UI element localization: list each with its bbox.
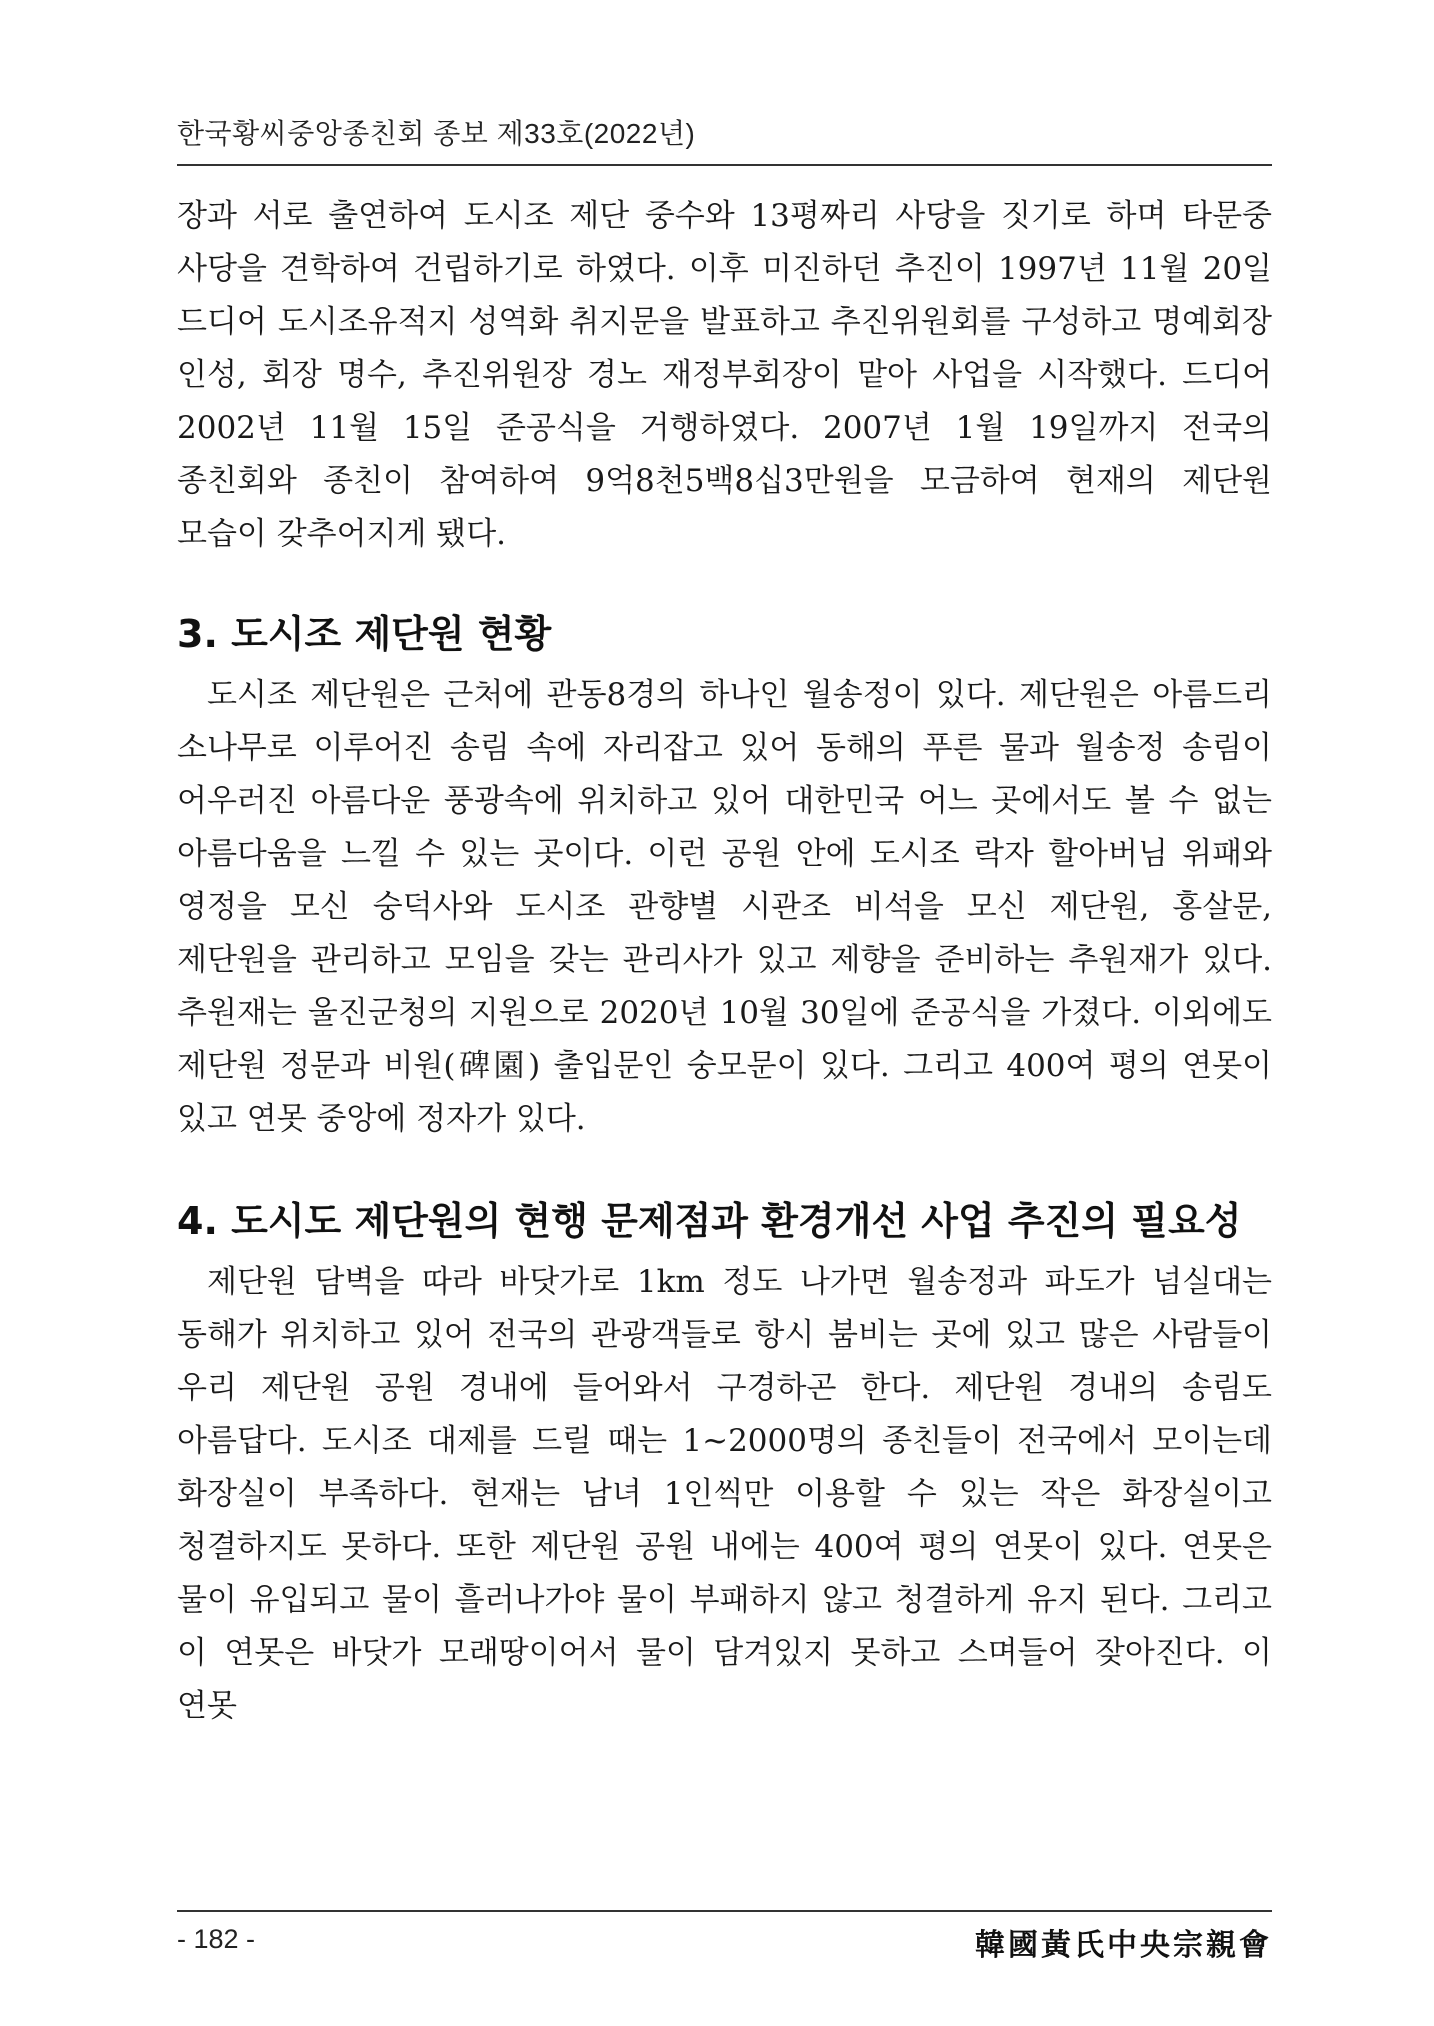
document-page <box>177 112 1272 1962</box>
page-number: - 182 - <box>177 1924 256 1954</box>
page-content <box>177 190 1272 1733</box>
organization-logo-text: 韓國黃氏中央宗親會 <box>975 1928 1272 1963</box>
section-4-paragraph: 제단원 담벽을 따라 바닷가로 1km 정도 나가면 월송정과 파도가 넘실대는 동해가 위치하고 있어 전국의 관광객들로 항시 붐비는 곳에 있고 많은 사람들이 우리 제단원 공원 경내에 들어와서 구경하곤 한다. 제단원 경내의 송림도 아름답다. 도시조 대제를 드릴 때는 1~2000명의 종친들이 전국에서 모이는데 화장실이 부족하다. 현재는 남녀 1인씩만 이용할 수 있는 작은 화장실이고 청결하지도 못하다. 또한 제단원 공원 내에는 400여 평의 연못이 있다. 연못은 물이 유입되고 물이 흘러나가야 물이 부패하지 않고 청결하게 유지 된다. 그리고 이 연못은 바닷가 모래땅이어서 물이 담겨있지 못하고 스며들어 잦아진다. 이 연못 <box>177 1264 1272 1724</box>
intro-paragraph: 장과 서로 출연하여 도시조 제단 중수와 13평짜리 사당을 짓기로 하며 타문중 사당을 견학하여 건립하기로 하였다. 이후 미진하던 추진이 1997년 11월 20일 드디어 도시조유적지 성역화 취지문을 발표하고 추진위원회를 구성하고 명예회장 인성, 회장 명수, 추진위원장 경노 재정부회장이 맡아 사업을 시작했다. 드디어 2002년 11월 15일 준공식을 거행하였다. 2007년 1월 19일까지 전국의 종친회와 종친이 참여하여 9억8천5백8십3만원을 모금하여 현재의 제단원 모습이 갖추어지게 됐다. <box>177 198 1272 552</box>
header-title: 한국황씨중앙종친회 종보 제33호(2022년) <box>177 118 696 149</box>
section-3-heading: 3. 도시조 제단원 현황 <box>177 612 552 656</box>
running-header <box>177 112 1272 166</box>
running-footer <box>177 1910 1272 1964</box>
section-3-paragraph: 도시조 제단원은 근처에 관동8경의 하나인 월송정이 있다. 제단원은 아름드리 소나무로 이루어진 송림 속에 자리잡고 있어 동해의 푸른 물과 월송정 송림이 어우러진 아름다운 풍광속에 위치하고 있어 대한민국 어느 곳에서도 볼 수 없는 아름다움을 느낄 수 있는 곳이다. 이런 공원 안에 도시조 락자 할아버님 위패와 영정을 모신 숭덕사와 도시조 관향별 시관조 비석을 모신 제단원, 홍살문, 제단원을 관리하고 모임을 갖는 관리사가 있고 제향을 준비하는 추원재가 있다. 추원재는 울진군청의 지원으로 2020년 10월 30일에 준공식을 가졌다. 이외에도 제단원 정문과 비원(碑園) 출입문인 숭모문이 있다. 그리고 400여 평의 연못이 있고 연못 중앙에 정자가 있다. <box>177 677 1272 1137</box>
section-4-heading: 4. 도시도 제단원의 현행 문제점과 환경개선 사업 추진의 필요성 <box>177 1199 1242 1243</box>
